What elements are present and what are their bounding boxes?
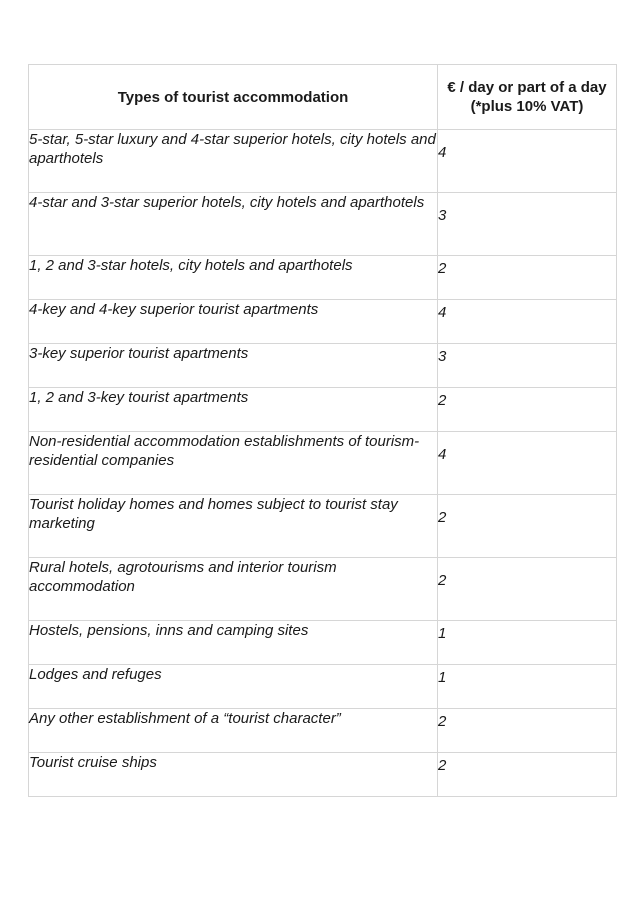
- table-header-row: [29, 65, 617, 130]
- accommodation-type-cell: Non-residential accommodation establishments of tourism-residential companies: [29, 432, 438, 495]
- table-row: [29, 709, 617, 753]
- table-row: [29, 621, 617, 665]
- table-row: [29, 344, 617, 388]
- rate-cell: 2: [438, 709, 617, 753]
- rate-cell: 1: [438, 621, 617, 665]
- rate-cell: 2: [438, 753, 617, 797]
- accommodation-type-cell: 3-key superior tourist apartments: [29, 344, 438, 388]
- rate-cell: 3: [438, 193, 617, 256]
- table-row: [29, 193, 617, 256]
- tourist-tax-table: [28, 64, 617, 797]
- rate-cell: 4: [438, 300, 617, 344]
- table-row: [29, 130, 617, 193]
- table-row: [29, 558, 617, 621]
- accommodation-type-cell: Tourist holiday homes and homes subject to tourist stay marketing: [29, 495, 438, 558]
- table-row: [29, 495, 617, 558]
- rate-cell: 2: [438, 495, 617, 558]
- accommodation-type-cell: Any other establishment of a “tourist character”: [29, 709, 438, 753]
- accommodation-type-cell: 4-star and 3-star superior hotels, city hotels and aparthotels: [29, 193, 438, 256]
- rate-cell: 2: [438, 388, 617, 432]
- accommodation-type-cell: 1, 2 and 3-star hotels, city hotels and aparthotels: [29, 256, 438, 300]
- rate-cell: 1: [438, 665, 617, 709]
- table-row: [29, 432, 617, 495]
- accommodation-type-cell: Tourist cruise ships: [29, 753, 438, 797]
- accommodation-type-cell: 1, 2 and 3-key tourist apartments: [29, 388, 438, 432]
- table-row: [29, 300, 617, 344]
- rate-cell: 2: [438, 558, 617, 621]
- rate-cell: 3: [438, 344, 617, 388]
- table-row: [29, 256, 617, 300]
- table-row: [29, 665, 617, 709]
- accommodation-type-cell: 4-key and 4-key superior tourist apartments: [29, 300, 438, 344]
- accommodation-type-cell: Rural hotels, agrotourisms and interior tourism accommodation: [29, 558, 438, 621]
- table-row: [29, 388, 617, 432]
- header-rate: € / day or part of a day (*plus 10% VAT): [438, 65, 617, 130]
- table-row: [29, 753, 617, 797]
- rate-cell: 4: [438, 432, 617, 495]
- rate-cell: 4: [438, 130, 617, 193]
- accommodation-type-cell: Hostels, pensions, inns and camping sites: [29, 621, 438, 665]
- accommodation-type-cell: 5-star, 5-star luxury and 4-star superior hotels, city hotels and aparthotels: [29, 130, 438, 193]
- header-accommodation-type: Types of tourist accommodation: [29, 65, 438, 130]
- rate-cell: 2: [438, 256, 617, 300]
- accommodation-type-cell: Lodges and refuges: [29, 665, 438, 709]
